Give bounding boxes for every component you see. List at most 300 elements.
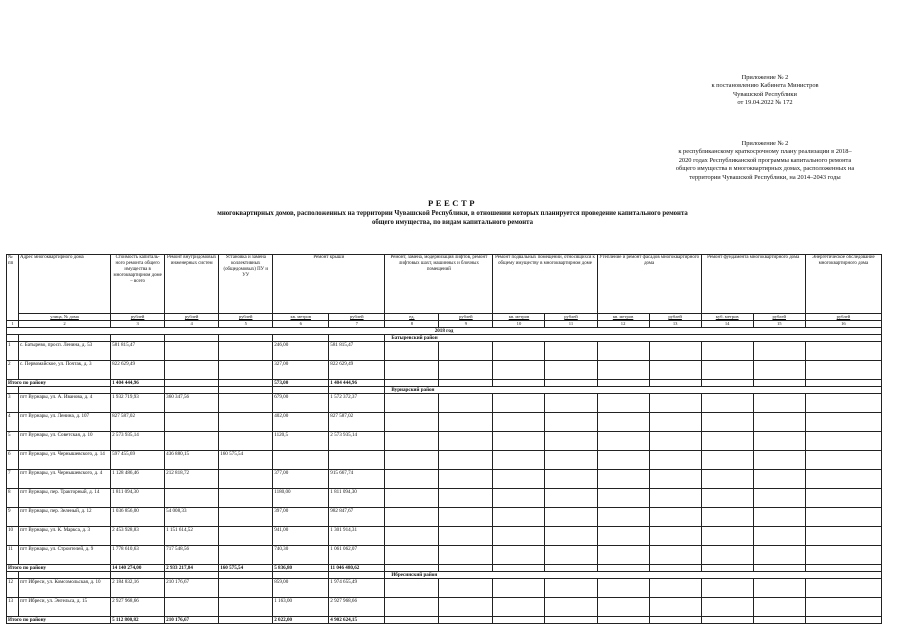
- row-roof-area: 740,30: [273, 546, 329, 565]
- empty-cell: [597, 342, 649, 361]
- empty-cell: [649, 361, 701, 380]
- empty-cell: [111, 335, 165, 342]
- empty-cell: [805, 342, 881, 361]
- empty-cell: [19, 572, 111, 579]
- total-roof-cost: 4 902 624,15: [329, 617, 385, 624]
- row-meters: [219, 413, 273, 432]
- unit-rub: рублей: [329, 314, 385, 321]
- empty-cell: [649, 489, 701, 508]
- title-sub-line-1: многоквартирных домов, расположенных на территории Чувашской Республики, в отношении которых планируется проведение капитального ремонта: [217, 210, 688, 217]
- empty-cell: [805, 394, 881, 413]
- district-row: [7, 387, 882, 394]
- empty-cell: [753, 413, 805, 432]
- empty-cell: [165, 335, 219, 342]
- row-cost: 597 455,69: [111, 451, 165, 470]
- annex-line: Чувашской Республики: [733, 90, 797, 98]
- empty-cell: [649, 508, 701, 527]
- empty-cell: [701, 508, 753, 527]
- empty-cell: [805, 546, 881, 565]
- empty-cell: [439, 508, 493, 527]
- empty-cell: [649, 342, 701, 361]
- empty-cell: [493, 342, 545, 361]
- empty-cell: [545, 579, 597, 598]
- empty-cell: [385, 361, 439, 380]
- empty-cell: [753, 394, 805, 413]
- table-row: [7, 546, 882, 565]
- empty-cell: [545, 380, 597, 387]
- row-roof-area: [273, 451, 329, 470]
- row-address: пгт Вурнары, ул. Строителей, д. 9: [19, 546, 111, 565]
- row-engineering: 360 347,56: [165, 394, 219, 413]
- row-number: 7: [7, 470, 19, 489]
- annex-line: от 19.04.2022 № 172: [737, 99, 793, 107]
- row-engineering: [165, 598, 219, 617]
- empty-cell: [545, 617, 597, 624]
- total-roof-cost: 1 404 444,96: [329, 380, 385, 387]
- header-elevator: Ремонт, замена, модернизация лифтов, ремонт лифтовых шахт, машинных и блочных помещений: [385, 255, 493, 314]
- column-number: 10: [493, 321, 545, 328]
- total-roof-area: 2 022,00: [273, 617, 329, 624]
- empty-cell: [597, 527, 649, 546]
- empty-cell: [805, 413, 881, 432]
- empty-cell: [597, 617, 649, 624]
- unit-rub: рублей: [805, 314, 881, 321]
- unit-sqm: кв. метров: [597, 314, 649, 321]
- empty-cell: [219, 335, 273, 342]
- empty-cell: [19, 387, 111, 394]
- row-roof-area: 397,00: [273, 508, 329, 527]
- district-row: [7, 572, 882, 579]
- table-row: [7, 342, 882, 361]
- empty-cell: [7, 335, 19, 342]
- empty-cell: [753, 432, 805, 451]
- column-number: 15: [753, 321, 805, 328]
- header-roof: Ремонт крыши: [273, 255, 385, 314]
- unit-rub: рублей: [545, 314, 597, 321]
- empty-cell: [701, 394, 753, 413]
- row-number: 8: [7, 489, 19, 508]
- empty-cell: [805, 380, 881, 387]
- row-engineering: [165, 413, 219, 432]
- empty-cell: [493, 527, 545, 546]
- row-roof-area: 246,00: [273, 342, 329, 361]
- empty-cell: [439, 579, 493, 598]
- empty-cell: [701, 470, 753, 489]
- empty-cell: [753, 565, 805, 572]
- empty-cell: [439, 413, 493, 432]
- annex-line: к республиканскому краткосрочному плану реализации в 2018–: [678, 148, 852, 156]
- empty-cell: [493, 413, 545, 432]
- column-number: 4: [165, 321, 219, 328]
- total-meters: [219, 617, 273, 624]
- empty-cell: [219, 572, 273, 579]
- row-meters: [219, 508, 273, 527]
- empty-cell: [493, 508, 545, 527]
- empty-cell: [545, 527, 597, 546]
- total-cost: 1 404 444,96: [111, 380, 165, 387]
- empty-cell: [753, 489, 805, 508]
- row-meters: [219, 527, 273, 546]
- empty-cell: [649, 470, 701, 489]
- table-row: [7, 489, 882, 508]
- empty-cell: [701, 527, 753, 546]
- empty-cell: [597, 432, 649, 451]
- total-label: Итого по району: [7, 380, 111, 387]
- row-roof-cost: 827 587,02: [329, 413, 385, 432]
- row-roof-area: 679,00: [273, 394, 329, 413]
- table-row: [7, 527, 882, 546]
- empty-cell: [385, 579, 439, 598]
- row-cost: 2 453 928,83: [111, 527, 165, 546]
- header-address: Адрес многоквартирного дома: [19, 255, 111, 314]
- registry-body: [7, 321, 882, 624]
- row-cost: 822 629,49: [111, 361, 165, 380]
- empty-cell: [439, 489, 493, 508]
- total-cost: 5 112 800,82: [111, 617, 165, 624]
- title-sub-line-2: общего имущества, по видам капитального ремонта: [372, 219, 533, 226]
- row-number: 13: [7, 598, 19, 617]
- empty-cell: [545, 413, 597, 432]
- row-number: 11: [7, 546, 19, 565]
- empty-cell: [329, 572, 385, 579]
- row-address: пгт Вурнары, ул. Советская, д. 10: [19, 432, 111, 451]
- unit-count: ед.: [385, 314, 439, 321]
- row-address: пгт Вурнары, ул. Чернышевского, д. 14: [19, 451, 111, 470]
- annex-line: к постановлению Кабинета Министров: [711, 82, 819, 90]
- empty-cell: [753, 527, 805, 546]
- header-engineering: Ремонт внутридомовых инженерных систем: [165, 255, 219, 314]
- total-cost: 14 140 274,00: [111, 565, 165, 572]
- empty-cell: [701, 380, 753, 387]
- unit-rub: рублей: [753, 314, 805, 321]
- header-energy: Энергетическое обследование многоквартирного дома: [805, 255, 881, 314]
- empty-cell: [439, 546, 493, 565]
- district-name: Ибресинский район: [385, 572, 882, 579]
- row-meters: [219, 546, 273, 565]
- column-number: 1: [7, 321, 19, 328]
- empty-cell: [805, 579, 881, 598]
- empty-cell: [385, 470, 439, 489]
- row-roof-area: 859,00: [273, 579, 329, 598]
- row-meters: [219, 470, 273, 489]
- column-number: 5: [219, 321, 273, 328]
- empty-cell: [597, 380, 649, 387]
- empty-cell: [439, 451, 493, 470]
- empty-cell: [701, 342, 753, 361]
- empty-cell: [753, 579, 805, 598]
- empty-cell: [701, 451, 753, 470]
- empty-cell: [649, 546, 701, 565]
- row-roof-cost: 982 847,67: [329, 508, 385, 527]
- row-cost: 581 815,47: [111, 342, 165, 361]
- empty-cell: [493, 579, 545, 598]
- row-meters: [219, 579, 273, 598]
- total-label: Итого по району: [7, 565, 111, 572]
- empty-cell: [111, 572, 165, 579]
- row-meters: [219, 361, 273, 380]
- empty-cell: [649, 617, 701, 624]
- empty-cell: [805, 451, 881, 470]
- empty-cell: [385, 565, 439, 572]
- empty-cell: [805, 361, 881, 380]
- row-number: 2: [7, 361, 19, 380]
- header-meters: Установка и замена коллективных (общедомовых) ПУ и УУ: [219, 255, 273, 314]
- row-cost: 1 128 486,46: [111, 470, 165, 489]
- empty-cell: [753, 546, 805, 565]
- row-cost: 1 932 719,93: [111, 394, 165, 413]
- empty-cell: [545, 342, 597, 361]
- row-roof-cost: 581 815,47: [329, 342, 385, 361]
- unit-sqm: кв. метров: [493, 314, 545, 321]
- row-address: пгт Вурнары, пер. Зеленый, д. 12: [19, 508, 111, 527]
- empty-cell: [493, 394, 545, 413]
- empty-cell: [701, 546, 753, 565]
- empty-cell: [649, 451, 701, 470]
- table-row: [7, 394, 882, 413]
- row-engineering: 1 151 614,52: [165, 527, 219, 546]
- empty-cell: [545, 432, 597, 451]
- empty-cell: [805, 598, 881, 617]
- empty-cell: [805, 617, 881, 624]
- unit-sqm: кв. метров: [273, 314, 329, 321]
- empty-cell: [753, 451, 805, 470]
- annex-line: общего имущества в многоквартирных домах, расположенных на: [675, 165, 855, 173]
- column-number: 6: [273, 321, 329, 328]
- empty-cell: [493, 432, 545, 451]
- empty-cell: [385, 432, 439, 451]
- row-meters: [219, 598, 273, 617]
- empty-cell: [7, 387, 19, 394]
- row-roof-cost: 1 811 094,30: [329, 489, 385, 508]
- empty-cell: [165, 387, 219, 394]
- empty-cell: [493, 451, 545, 470]
- empty-cell: [597, 470, 649, 489]
- empty-cell: [273, 335, 329, 342]
- annex-top: [690, 74, 840, 108]
- column-number: 8: [385, 321, 439, 328]
- unit-rub: рублей: [439, 314, 493, 321]
- empty-cell: [701, 617, 753, 624]
- empty-cell: [493, 546, 545, 565]
- annex-bottom: [650, 140, 880, 182]
- empty-cell: [439, 380, 493, 387]
- row-roof-cost: 1 301 914,31: [329, 527, 385, 546]
- empty-cell: [329, 335, 385, 342]
- column-number: 7: [329, 321, 385, 328]
- empty-cell: [545, 489, 597, 508]
- table-row: [7, 470, 882, 489]
- row-roof-cost: 822 629,49: [329, 361, 385, 380]
- empty-cell: [493, 361, 545, 380]
- row-address: пгт Ибреси, ул. Комсомольская, д. 10: [19, 579, 111, 598]
- empty-cell: [493, 598, 545, 617]
- row-engineering: [165, 342, 219, 361]
- empty-cell: [701, 413, 753, 432]
- row-address: пгт Вурнары, ул. Чернышевского, д. 4: [19, 470, 111, 489]
- column-number: 9: [439, 321, 493, 328]
- empty-cell: [753, 342, 805, 361]
- row-number: 1: [7, 342, 19, 361]
- header-no: № пп: [7, 255, 19, 321]
- empty-cell: [493, 617, 545, 624]
- title-main: РЕЕСТР: [428, 198, 477, 208]
- district-name: Батыревский район: [385, 335, 882, 342]
- row-engineering: [165, 432, 219, 451]
- empty-cell: [597, 598, 649, 617]
- empty-cell: [597, 413, 649, 432]
- empty-cell: [753, 508, 805, 527]
- empty-cell: [597, 394, 649, 413]
- empty-cell: [7, 572, 19, 579]
- row-engineering: 210 176,67: [165, 579, 219, 598]
- empty-cell: [805, 470, 881, 489]
- row-cost: 827 587,02: [111, 413, 165, 432]
- row-roof-cost: 2 573 935,14: [329, 432, 385, 451]
- table-row: [7, 413, 882, 432]
- row-cost: 1 778 610,63: [111, 546, 165, 565]
- header-facade: Утепление и ремонт фасадов многоквартирного дома: [597, 255, 701, 314]
- row-number: 10: [7, 527, 19, 546]
- row-roof-area: 1120,5: [273, 432, 329, 451]
- empty-cell: [19, 335, 111, 342]
- unit-street: улица, № дома: [19, 314, 111, 321]
- empty-cell: [597, 565, 649, 572]
- empty-cell: [805, 508, 881, 527]
- registry-table: [6, 254, 882, 624]
- empty-cell: [701, 361, 753, 380]
- row-roof-area: 402,00: [273, 413, 329, 432]
- row-roof-cost: 1 061 062,07: [329, 546, 385, 565]
- empty-cell: [597, 508, 649, 527]
- year-row: [7, 328, 882, 335]
- column-number: 3: [111, 321, 165, 328]
- row-address: с. Батырево, просп. Ленина, д. 53: [19, 342, 111, 361]
- empty-cell: [649, 413, 701, 432]
- table-row: [7, 361, 882, 380]
- empty-cell: [701, 579, 753, 598]
- row-cost: 1 811 094,30: [111, 489, 165, 508]
- empty-cell: [597, 361, 649, 380]
- empty-cell: [649, 579, 701, 598]
- row-engineering: 717 548,56: [165, 546, 219, 565]
- empty-cell: [545, 546, 597, 565]
- total-engineering: [165, 380, 219, 387]
- row-cost: 2 184 832,16: [111, 579, 165, 598]
- empty-cell: [753, 361, 805, 380]
- empty-cell: [701, 489, 753, 508]
- row-roof-cost: [329, 451, 385, 470]
- header-cost: Стоимость капиталь-ного ремонта общего имущества в многоквартирном доме – всего: [111, 255, 165, 314]
- empty-cell: [649, 380, 701, 387]
- document-title: [0, 198, 905, 227]
- empty-cell: [439, 527, 493, 546]
- total-roof-area: 573,00: [273, 380, 329, 387]
- empty-cell: [493, 489, 545, 508]
- row-cost: 2 927 968,66: [111, 598, 165, 617]
- row-engineering: [165, 361, 219, 380]
- empty-cell: [649, 565, 701, 572]
- empty-cell: [545, 394, 597, 413]
- row-address: пгт Вурнары, пер. Тракторный, д. 14: [19, 489, 111, 508]
- district-name: Вурнарский район: [385, 387, 882, 394]
- unit-rub: рублей: [165, 314, 219, 321]
- empty-cell: [385, 380, 439, 387]
- empty-cell: [545, 598, 597, 617]
- empty-cell: [753, 380, 805, 387]
- row-engineering: 212 818,72: [165, 470, 219, 489]
- empty-cell: [545, 508, 597, 527]
- table-row: [7, 451, 882, 470]
- row-number: 9: [7, 508, 19, 527]
- row-address: пгт Вурнары, ул. А. Иванова, д. 4: [19, 394, 111, 413]
- empty-cell: [439, 342, 493, 361]
- row-engineering: 436 880,15: [165, 451, 219, 470]
- table-row: [7, 579, 882, 598]
- empty-cell: [597, 489, 649, 508]
- row-number: 6: [7, 451, 19, 470]
- column-number: 2: [19, 321, 111, 328]
- empty-cell: [753, 598, 805, 617]
- row-address: пгт Ибреси, ул. Энгельса, д. 15: [19, 598, 111, 617]
- row-roof-area: 941,00: [273, 527, 329, 546]
- empty-cell: [385, 617, 439, 624]
- empty-cell: [545, 565, 597, 572]
- empty-cell: [649, 432, 701, 451]
- total-roof-cost: 11 046 480,62: [329, 565, 385, 572]
- district-total-row: [7, 617, 882, 624]
- table-row: [7, 598, 882, 617]
- empty-cell: [545, 361, 597, 380]
- empty-cell: [493, 470, 545, 489]
- empty-cell: [385, 598, 439, 617]
- empty-cell: [597, 451, 649, 470]
- empty-cell: [385, 413, 439, 432]
- column-number: 13: [649, 321, 701, 328]
- column-number: 16: [805, 321, 881, 328]
- empty-cell: [701, 598, 753, 617]
- empty-cell: [805, 527, 881, 546]
- annex-line: Приложение № 2: [741, 140, 789, 147]
- total-label: Итого по району: [7, 617, 111, 624]
- row-cost: 2 573 935,14: [111, 432, 165, 451]
- row-number: 5: [7, 432, 19, 451]
- unit-cbm: куб. метров: [701, 314, 753, 321]
- total-roof-area: 5 836,80: [273, 565, 329, 572]
- empty-cell: [701, 432, 753, 451]
- row-address: с. Первомайское, ул. Почтак, д. 3: [19, 361, 111, 380]
- empty-cell: [649, 527, 701, 546]
- empty-cell: [439, 394, 493, 413]
- empty-cell: [439, 598, 493, 617]
- row-meters: [219, 394, 273, 413]
- total-meters: 160 575,54: [219, 565, 273, 572]
- empty-cell: [385, 394, 439, 413]
- empty-cell: [805, 432, 881, 451]
- row-meters: [219, 342, 273, 361]
- unit-rub: рублей: [219, 314, 273, 321]
- empty-cell: [805, 565, 881, 572]
- empty-cell: [805, 489, 881, 508]
- header-row: [7, 255, 882, 314]
- empty-cell: [385, 489, 439, 508]
- annex-line: территории Чувашской Республики, на 2014–2043 годы: [689, 173, 841, 181]
- empty-cell: [385, 546, 439, 565]
- empty-cell: [597, 546, 649, 565]
- row-cost: 1 036 856,00: [111, 508, 165, 527]
- table-row: [7, 508, 882, 527]
- row-engineering: 54 008,33: [165, 508, 219, 527]
- column-number: 12: [597, 321, 649, 328]
